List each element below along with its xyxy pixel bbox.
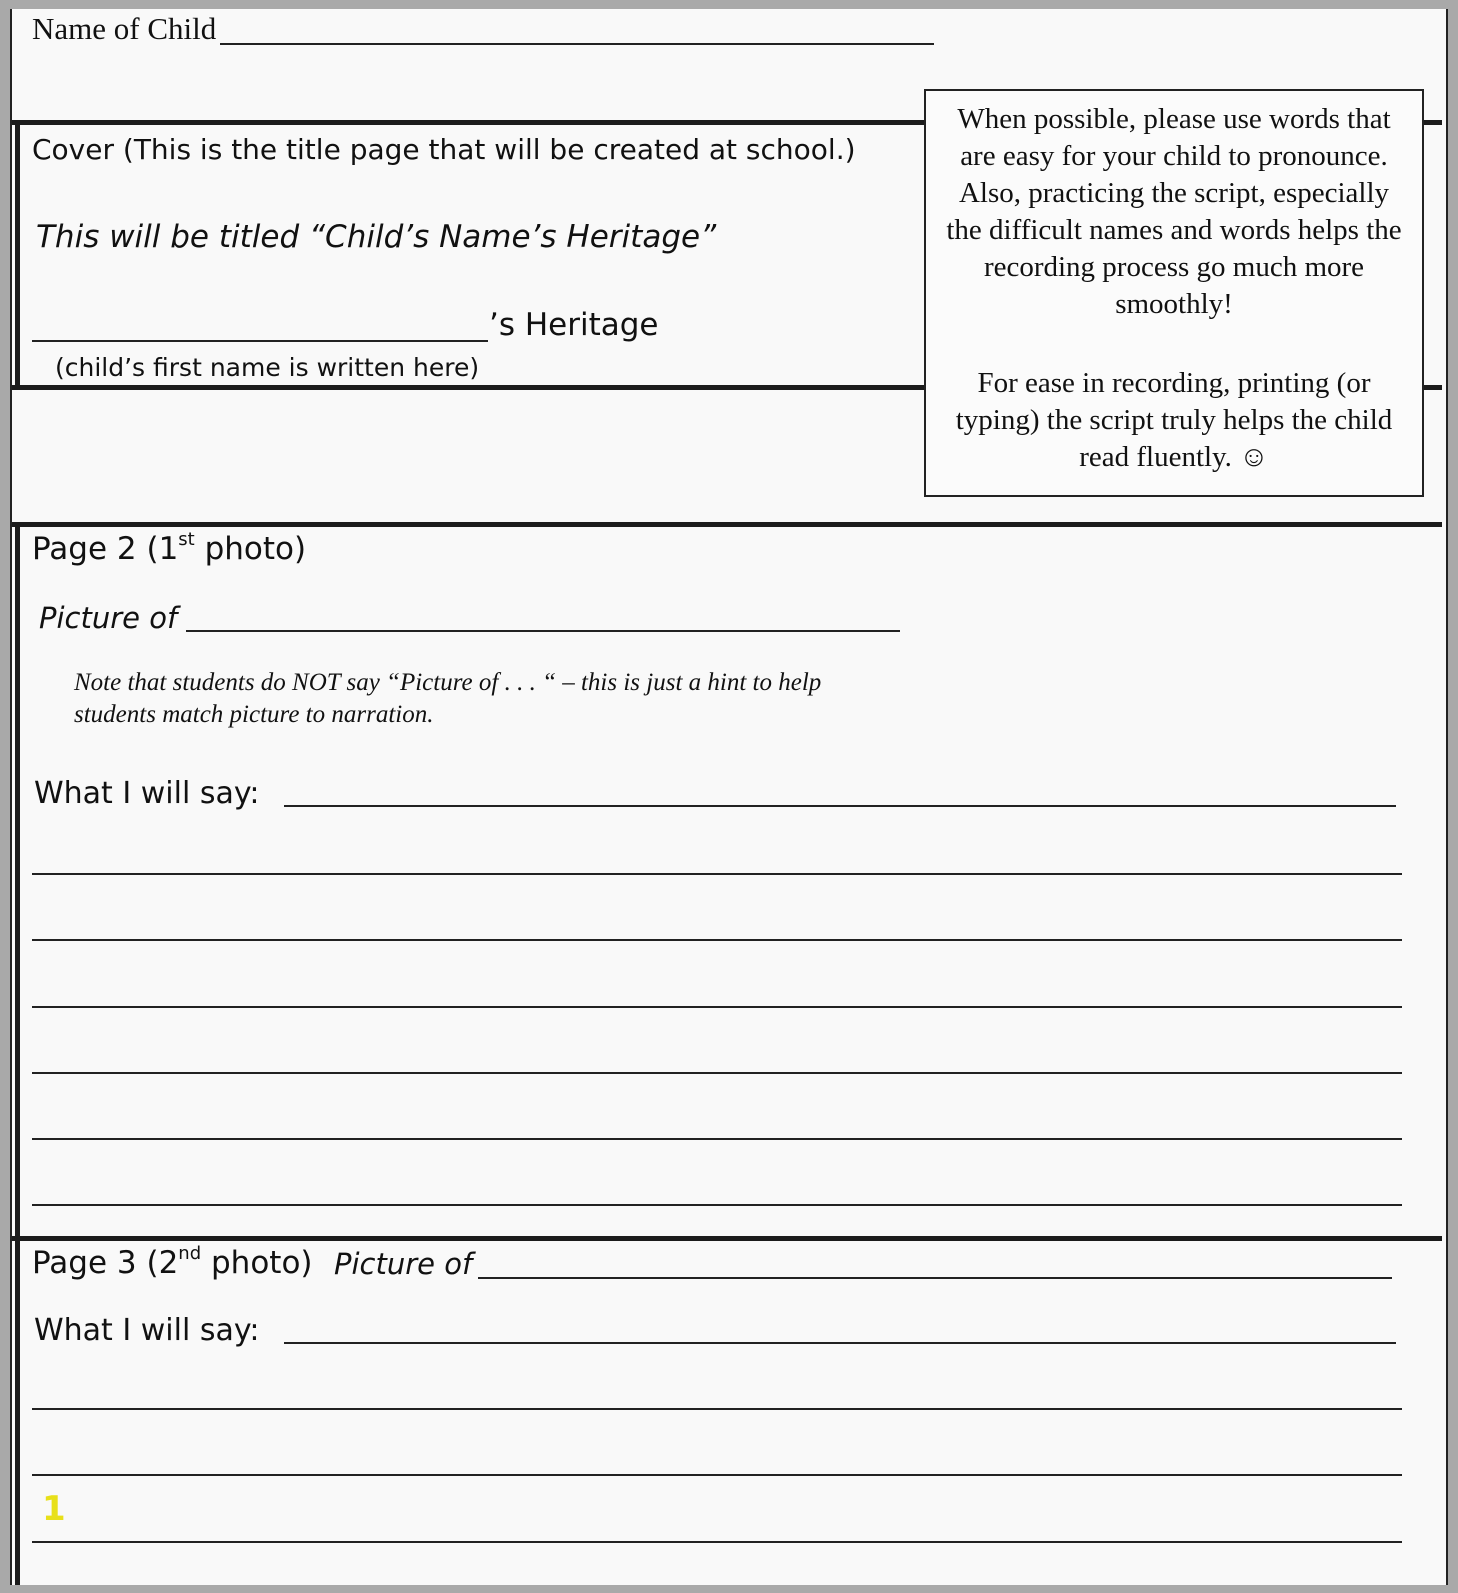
cover-title-instruction: This will be titled “Child’s Name’s Heritage” [36, 219, 717, 255]
page3-label-suffix: photo) [201, 1245, 313, 1281]
page2-top-rule [12, 522, 1442, 527]
heritage-suffix: ’s Heritage [489, 307, 659, 343]
page2-say-line-4[interactable] [32, 1006, 1402, 1008]
page2-note-line-1: Note that students do NOT say “Picture of . . . “ – this is just a hint to help [74, 669, 822, 696]
page2-say-label: What I will say: [34, 776, 260, 811]
page2-label-suffix: photo) [194, 531, 307, 567]
page2-note [74, 667, 821, 731]
page3-say-line-1[interactable] [284, 1342, 1396, 1344]
page2-say-line-7[interactable] [32, 1204, 1402, 1206]
first-name-hint: (child’s first name is written here) [55, 353, 480, 382]
name-of-child-field[interactable] [220, 43, 934, 45]
tip-paragraph-2 [942, 365, 1406, 476]
page3-left-rule [15, 1236, 20, 1585]
page3-label-prefix: Page 3 (2 [32, 1245, 179, 1281]
page2-label-prefix: Page 2 (1 [32, 531, 179, 567]
tip-paragraph-1: When possible, please use words that are easy for your child to pronounce. Also, practicing the script, especially the difficult names and words helps the recording process go much more smoothly! [946, 103, 1402, 320]
tip-box [924, 89, 1424, 497]
page-number: 1 [42, 1489, 66, 1529]
worksheet-page [10, 9, 1448, 1585]
page2-picture-of-label: Picture of [39, 601, 178, 635]
page3-say-line-4[interactable] [32, 1541, 1402, 1543]
page2-say-line-6[interactable] [32, 1138, 1402, 1140]
page2-say-line-3[interactable] [32, 939, 1402, 941]
page3-picture-of-field[interactable] [478, 1277, 1392, 1279]
page2-note-line-2: students match picture to narration. [74, 701, 434, 728]
child-first-name-field[interactable] [32, 340, 488, 342]
tip-paragraph-2-text: For ease in recording, printing (or typing) the script truly helps the child read fluently. [955, 367, 1393, 473]
page3-label [32, 1245, 313, 1281]
page3-say-label: What I will say: [34, 1313, 260, 1348]
page2-left-rule [15, 522, 20, 1242]
name-of-child-label: Name of Child [32, 11, 217, 46]
page3-top-rule [12, 1236, 1442, 1241]
page2-picture-of-field[interactable] [186, 630, 900, 632]
page3-say-line-2[interactable] [32, 1408, 1402, 1410]
page2-say-line-2[interactable] [32, 873, 1402, 875]
smiley-icon: ☺ [1239, 441, 1269, 473]
page2-label-sup: st [178, 529, 195, 550]
page2-label [32, 531, 306, 567]
page3-label-sup: nd [178, 1243, 202, 1264]
page2-say-line-5[interactable] [32, 1072, 1402, 1074]
page3-picture-of-label: Picture of [334, 1247, 473, 1281]
page2-say-line-1[interactable] [284, 805, 1396, 807]
page3-say-line-3[interactable] [32, 1474, 1402, 1476]
cover-heading: Cover (This is the title page that will be created at school.) [32, 133, 856, 166]
cover-left-rule [15, 120, 20, 390]
